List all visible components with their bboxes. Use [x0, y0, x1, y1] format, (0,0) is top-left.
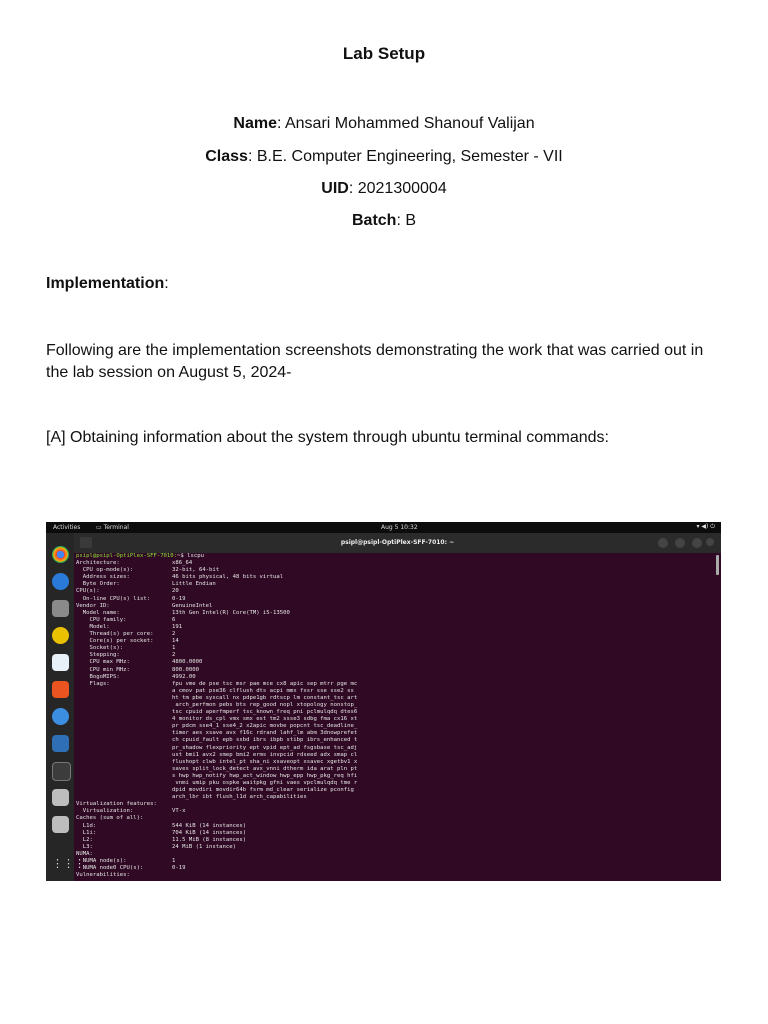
- terminal-line-value: 544 KiB (14 instances): [172, 822, 247, 829]
- terminal-line-value: s hwp hwp_notify hwp_act_window hwp_epp hwp_pkg_req hfi: [172, 772, 358, 779]
- terminal-line: [76, 709, 716, 716]
- batch-value: : B: [396, 212, 416, 229]
- terminal-line: [76, 674, 716, 681]
- terminal-line: [76, 624, 716, 631]
- terminal-line-value: 4 monitor ds_cpl vmx smx est tm2 ssse3 sdbg fma cx16 xt: [172, 716, 358, 723]
- terminal-line-key: BogoMIPS:: [76, 673, 120, 680]
- page-title: Lab Setup: [342, 44, 426, 63]
- intro-paragraph: Following are the implementation screenshots demonstrating the work that was carried out in the lab session on August 5, 2024-: [46, 342, 704, 381]
- batch-label: Batch: [351, 212, 397, 229]
- name-line: [0, 115, 768, 133]
- terminal-line-value: ust bmi1 avx2 smep bmi2 erms invpcid rdseed adx smap cl: [172, 751, 358, 758]
- terminal-line: [76, 659, 716, 666]
- terminal-line: [76, 695, 716, 702]
- terminal-line-key: L3:: [76, 843, 93, 850]
- terminal-line-key: Architecture:: [76, 560, 120, 567]
- uid-line: [0, 180, 768, 198]
- terminal-line: [76, 702, 716, 709]
- terminal-line-value: vnmi umip pku ospke waitpkg gfni vaes vpclmulqdq tme r: [172, 780, 358, 786]
- terminal-line-key: Address sizes:: [76, 574, 130, 581]
- help-icon: [52, 708, 69, 725]
- uid-label: UID: [321, 180, 349, 197]
- terminal-line-value: GenuineIntel: [172, 602, 213, 609]
- terminal-line: [76, 588, 716, 595]
- terminal-line-value: 11.5 MiB (8 instances): [172, 836, 247, 843]
- terminal-line: [76, 617, 716, 624]
- name-label: Name: [233, 115, 277, 132]
- terminal-line-key: Virtualization features:: [76, 801, 157, 808]
- terminal-line-key: Flags:: [76, 680, 110, 687]
- terminal-line-value: 32-bit, 64-bit: [172, 567, 220, 574]
- terminal-line-value: 191: [172, 623, 183, 630]
- terminal-line-value: 46 bits physical, 48 bits virtual: [172, 574, 284, 581]
- terminal-line: [76, 823, 716, 830]
- terminal-line-value: x86_64: [172, 560, 193, 567]
- class-value: : B.E. Computer Engineering, Semester - VII: [247, 148, 563, 165]
- ubuntu-top-bar: [46, 522, 721, 533]
- prompt-user: psipl@psipl-OptiPlex-SFF-7010:: [76, 553, 178, 559]
- terminal-line: [76, 716, 716, 723]
- terminal-line-value: 14: [172, 638, 179, 645]
- terminal-line: [76, 581, 716, 588]
- files-icon: [52, 600, 69, 617]
- terminal-line: [76, 872, 716, 879]
- terminal-line: [76, 815, 716, 822]
- terminal-line-value: dpid movdiri movdir64b fsrm md_clear serialize pconfig: [172, 787, 354, 794]
- terminal-line: [76, 837, 716, 844]
- terminal-line-key: L1i:: [76, 829, 97, 836]
- terminal-line-value: VT-x: [172, 808, 186, 815]
- terminal-line-key: Vendor ID:: [76, 602, 110, 609]
- terminal-line-value: flushopt clwb intel_pt sha_ni xsaveopt xsavec xgetbv1 x: [172, 758, 358, 765]
- terminal-line: [76, 574, 716, 581]
- terminal-line: [76, 737, 716, 744]
- terminal-line: [76, 752, 716, 759]
- terminal-line-key: Core(s) per socket:: [76, 638, 154, 645]
- terminal-line-key: Byte Order:: [76, 581, 120, 588]
- terminal-line-key: CPU(s):: [76, 588, 100, 595]
- terminal-line-value: 1: [172, 858, 176, 865]
- terminal-line: [76, 603, 716, 610]
- disk-icon: [52, 789, 69, 806]
- terminal-line-value: 2: [172, 631, 176, 638]
- terminal-line-key: CPU op-mode(s):: [76, 567, 134, 574]
- batch-line: [0, 212, 768, 230]
- system-tray-icon: ▾ ◀) ⏻: [696, 523, 715, 530]
- terminal-line-key: NUMA node0 CPU(s):: [76, 865, 144, 872]
- terminal-line: [76, 610, 716, 617]
- name-value: : Ansari Mohammed Shanouf Valijan: [276, 115, 535, 132]
- terminal-line-key: Socket(s):: [76, 645, 124, 652]
- terminal-line: [76, 745, 716, 752]
- prompt-line: [76, 553, 716, 560]
- chrome-icon: [52, 546, 69, 563]
- terminal-line-value: 0-19: [172, 595, 186, 602]
- implementation-label: Implementation: [46, 275, 165, 292]
- appcenter-icon: [52, 681, 69, 698]
- terminal-line: [76, 787, 716, 794]
- terminal-line-key: Caches (sum of all):: [76, 815, 144, 822]
- terminal-line-key: Stepping:: [76, 652, 120, 659]
- terminal-line: [76, 844, 716, 851]
- uid-value: : 2021300004: [348, 180, 447, 197]
- terminal-line-value: arch_lbr ibt flush_l1d arch_capabilities: [172, 794, 307, 801]
- terminal-line-value: pr_shadow flexpriority ept vpid ept_ad fsgsbase tsc_adj: [172, 744, 358, 751]
- terminal-line-value: 24 MiB (1 instance): [172, 843, 236, 850]
- terminal-line-value: 4800.0000: [172, 659, 203, 666]
- terminal-line-value: ch cpuid_fault epb ssbd ibrs ibpb stibp ibrs_enhanced t: [172, 737, 358, 744]
- terminal-line-value: saves split_lock_detect avx_vnni dtherm ida arat pln pt: [172, 765, 358, 772]
- terminal-line-key: L2:: [76, 836, 93, 843]
- terminal-line-key: Virtualization:: [76, 808, 134, 815]
- section-a-paragraph: [A] Obtaining information about the system through ubuntu terminal commands:: [46, 429, 609, 446]
- terminal-line: [76, 851, 716, 858]
- terminal-line: [76, 596, 716, 603]
- terminal-line-value: timer aes xsave avx f16c rdrand lahf_lm abm 3dnowprefet: [172, 730, 358, 737]
- activities-label: Activities: [53, 524, 81, 531]
- terminal-line: [76, 865, 716, 872]
- terminal-title-bar: [74, 533, 721, 553]
- search-icon[interactable]: [658, 538, 668, 548]
- terminal-line-value: 13th Gen Intel(R) Core(TM) i5-13500: [172, 609, 290, 616]
- terminal-screenshot: [46, 522, 721, 881]
- terminal-line-value: pr pdcm sse4_1 sse4_2 x2apic movbe popcnt tsc_deadline_: [172, 723, 358, 730]
- terminal-output: [76, 553, 716, 879]
- terminal-line: [76, 830, 716, 837]
- clock-label: Aug 5 10:32: [381, 524, 418, 531]
- window-title: psipl@psipl-OptiPlex-SFF-7010: ~: [340, 539, 455, 546]
- terminal-line-value: a cmov pat pse36 clflush dts acpi mmx fxsr sse sse2 ss: [172, 687, 354, 694]
- disk2-icon: [52, 816, 69, 833]
- terminal-line-value: 0-19: [172, 865, 186, 872]
- terminal-line-value: 800.0000: [172, 666, 199, 673]
- writer-icon: [52, 654, 69, 671]
- close-icon[interactable]: [706, 538, 714, 546]
- terminal-line-value: 1: [172, 645, 176, 652]
- prompt-command: ~$ lscpu: [177, 553, 204, 559]
- terminal-line-key: CPU max MHz:: [76, 659, 130, 666]
- terminal-line: [76, 794, 716, 801]
- terminal-line: [76, 808, 716, 815]
- terminal-line: [76, 681, 716, 688]
- monitor-icon: [52, 735, 69, 752]
- terminal-line: [76, 780, 716, 787]
- terminal-line: [76, 723, 716, 730]
- terminal-line: [76, 638, 716, 645]
- terminal-line: [76, 667, 716, 674]
- terminal-line-key: CPU min MHz:: [76, 666, 130, 673]
- terminal-line: [76, 801, 716, 808]
- terminal-line-key: CPU family:: [76, 616, 127, 623]
- terminal-app-label: [96, 524, 129, 531]
- terminal-line: [76, 560, 716, 567]
- terminal-small-icon: ▭: [96, 524, 102, 531]
- implementation-colon: :: [164, 275, 169, 292]
- terminal-line: [76, 766, 716, 773]
- terminal-line-value: 4992.00: [172, 673, 196, 680]
- terminal-app-text: Terminal: [103, 524, 129, 531]
- terminal-line: [76, 645, 716, 652]
- terminal-line: [76, 759, 716, 766]
- terminal-line-key: NUMA node(s):: [76, 858, 127, 865]
- implementation-heading: [46, 275, 169, 293]
- terminal-line-key: Model name:: [76, 609, 120, 616]
- terminal-line-value: 2: [172, 652, 176, 659]
- terminal-line: [76, 730, 716, 737]
- terminal-line-value: 704 KiB (14 instances): [172, 829, 247, 836]
- terminal-line-value: fpu vme de pse tsc msr pae mce cx8 apic sep mtrr pge mc: [172, 680, 358, 687]
- terminal-line-key: L1d:: [76, 822, 97, 829]
- terminal-line-key: Thread(s) per core:: [76, 631, 154, 638]
- minimize-icon[interactable]: [692, 538, 702, 548]
- terminal-line-value: tsc cpuid aperfmperf tsc_known_freq pni pclmulqdq dtes6: [172, 709, 358, 716]
- terminal-line-key: NUMA:: [76, 850, 93, 857]
- terminal-line-value: 6: [172, 616, 176, 623]
- terminal-line: [76, 631, 716, 638]
- thunderbird-icon: [52, 573, 69, 590]
- terminal-line-value: arch_perfmon pebs bts rep_good nopl xtopology nonstop_: [172, 701, 358, 708]
- terminal-line-value: ht tm pbe syscall nx pdpe1gb rdtscp lm constant_tsc art: [172, 694, 358, 701]
- terminal-line-key: Model:: [76, 623, 110, 630]
- terminal-line-value: 20: [172, 588, 179, 595]
- apps-grid-icon: ⋮⋮⋮: [52, 858, 85, 870]
- terminal-line-key: On-line CPU(s) list:: [76, 595, 151, 602]
- terminal-line-key: Vulnerabilities:: [76, 872, 130, 879]
- class-line: [0, 148, 768, 166]
- rhythmbox-icon: [52, 627, 69, 644]
- terminal-line-value: Little Endian: [172, 581, 216, 588]
- terminal-line: [76, 567, 716, 574]
- terminal-icon: [52, 762, 71, 781]
- terminal-line: [76, 688, 716, 695]
- terminal-line: [76, 773, 716, 780]
- terminal-line: [76, 858, 716, 865]
- class-label: Class: [205, 148, 248, 165]
- terminal-line: [76, 652, 716, 659]
- menu-icon[interactable]: [675, 538, 685, 548]
- scrollbar[interactable]: [716, 555, 719, 575]
